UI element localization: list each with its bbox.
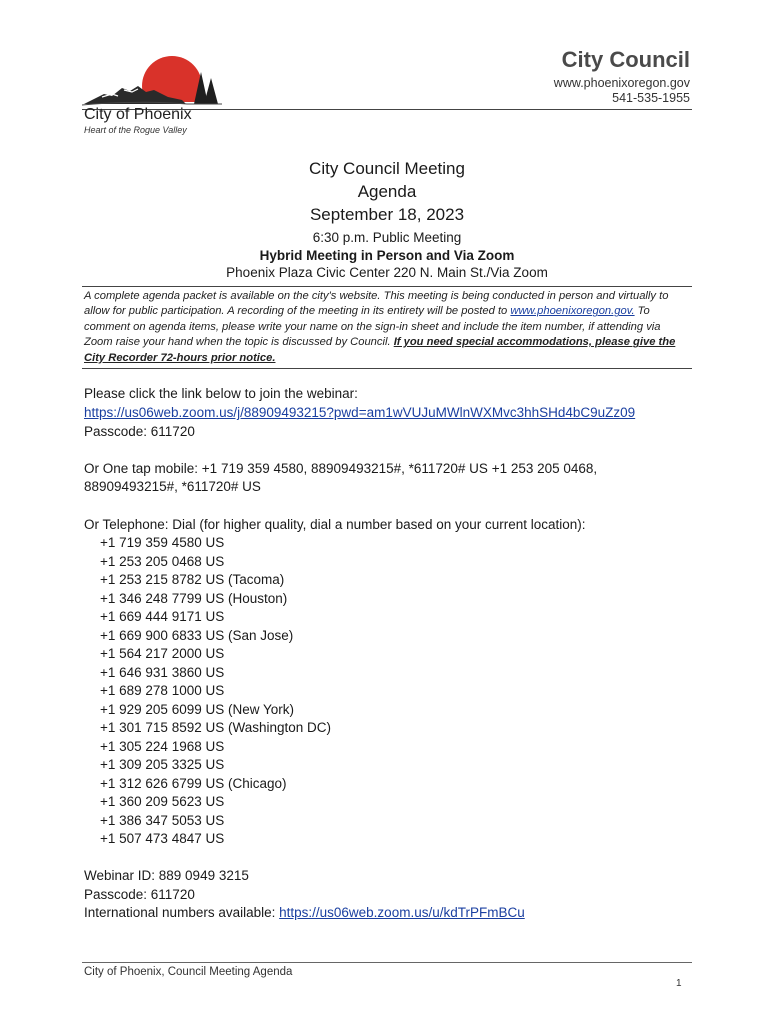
meeting-date: September 18, 2023	[309, 205, 465, 224]
council-title: City Council	[561, 47, 690, 72]
join-passcode: Passcode: 611720	[84, 424, 195, 439]
phone-number: +1 360 209 5623 US	[100, 794, 225, 809]
notice-text-2: To comment on agenda items, please write your name on the sign-in sheet and include the item number, if attending via Zoom raise your hand when the topic is discussed by Council.	[84, 305, 661, 349]
phone-number-list	[100, 534, 331, 849]
phone-number: +1 301 715 8592 US (Washington DC)	[100, 720, 332, 735]
phone-number: +1 929 205 6099 US (New York)	[100, 701, 295, 717]
city-logo	[82, 50, 222, 112]
phone-number: +1 646 931 3860 US	[100, 664, 225, 680]
notice-divider-top	[82, 286, 692, 287]
meeting-location: Phoenix Plaza Civic Center 220 N. Main St./Via Zoom	[226, 265, 548, 280]
webinar-passcode: Passcode: 611720	[84, 887, 195, 902]
footer-text: City of Phoenix, Council Meeting Agenda	[84, 966, 293, 978]
header-phone: 541-535-1955	[612, 91, 690, 105]
phone-number: +1 312 626 6799 US (Chicago)	[100, 775, 287, 791]
phone-number: +1 507 473 4847 US	[100, 831, 225, 846]
agenda-heading: Agenda	[357, 182, 417, 201]
join-intro: Please click the link below to join the webinar:	[84, 386, 358, 401]
page-number: 1	[676, 978, 682, 989]
meeting-type: Hybrid Meeting in Person and Via Zoom	[259, 248, 515, 263]
phone-number: +1 386 347 5053 US	[100, 812, 225, 828]
agenda-notice	[84, 289, 690, 366]
notice-divider-bottom	[82, 368, 692, 369]
tree-shape	[204, 78, 218, 104]
meeting-title: City Council Meeting	[309, 159, 465, 178]
phone-number: +1 669 900 6833 US (San Jose)	[100, 627, 294, 643]
phone-number: +1 719 359 4580 US	[100, 535, 225, 550]
phone-number: +1 669 444 9171 US	[100, 609, 225, 624]
telephone-intro: Or Telephone: Dial (for higher quality, dial a number based on your current location):	[84, 517, 586, 532]
international-label: International numbers available:	[84, 905, 280, 920]
phone-number: +1 253 215 8782 US (Tacoma)	[100, 572, 285, 587]
phone-number: +1 305 224 1968 US	[100, 738, 225, 754]
international-numbers	[84, 904, 525, 922]
phone-number: +1 564 217 2000 US	[100, 646, 225, 661]
header-website: www.phoenixoregon.gov	[553, 76, 690, 90]
meeting-time: 6:30 p.m. Public Meeting	[312, 230, 462, 245]
phone-number: +1 309 205 3325 US	[100, 757, 225, 772]
footer-divider	[82, 962, 692, 963]
phone-number: +1 346 248 7799 US (Houston)	[100, 590, 288, 606]
webinar-join-link[interactable]: https://us06web.zoom.us/j/88909493215?pwd=am1wVUJuMWlnWXMvc3hhSHd4bC9uZz09	[84, 405, 636, 420]
phone-number: +1 253 205 0468 US	[100, 553, 225, 569]
accommodations-notice: If you need special accommodations, please give the City Recorder 72-hours prior notice.	[84, 336, 676, 364]
org-name: City of Phoenix	[84, 106, 192, 123]
webinar-id: Webinar ID: 889 0949 3215	[84, 868, 249, 883]
notice-text: A complete agenda packet is available on the city's website. This meeting is being conducted in person and virtually to allow for public participation. A recording of the meeting in its entirety will be posted to	[84, 290, 669, 318]
notice-website-link[interactable]: www.phoenixoregon.gov.	[510, 305, 635, 318]
org-tagline: Heart of the Rogue Valley	[84, 125, 187, 135]
international-numbers-link[interactable]: https://us06web.zoom.us/u/kdTrPFmBCu	[279, 905, 525, 920]
one-tap-mobile: Or One tap mobile: +1 719 359 4580, 88909493215#, *611720# US +1 253 205 0468, 88909493215#, *611720# US	[84, 461, 598, 495]
phone-number: +1 689 278 1000 US	[100, 683, 225, 698]
